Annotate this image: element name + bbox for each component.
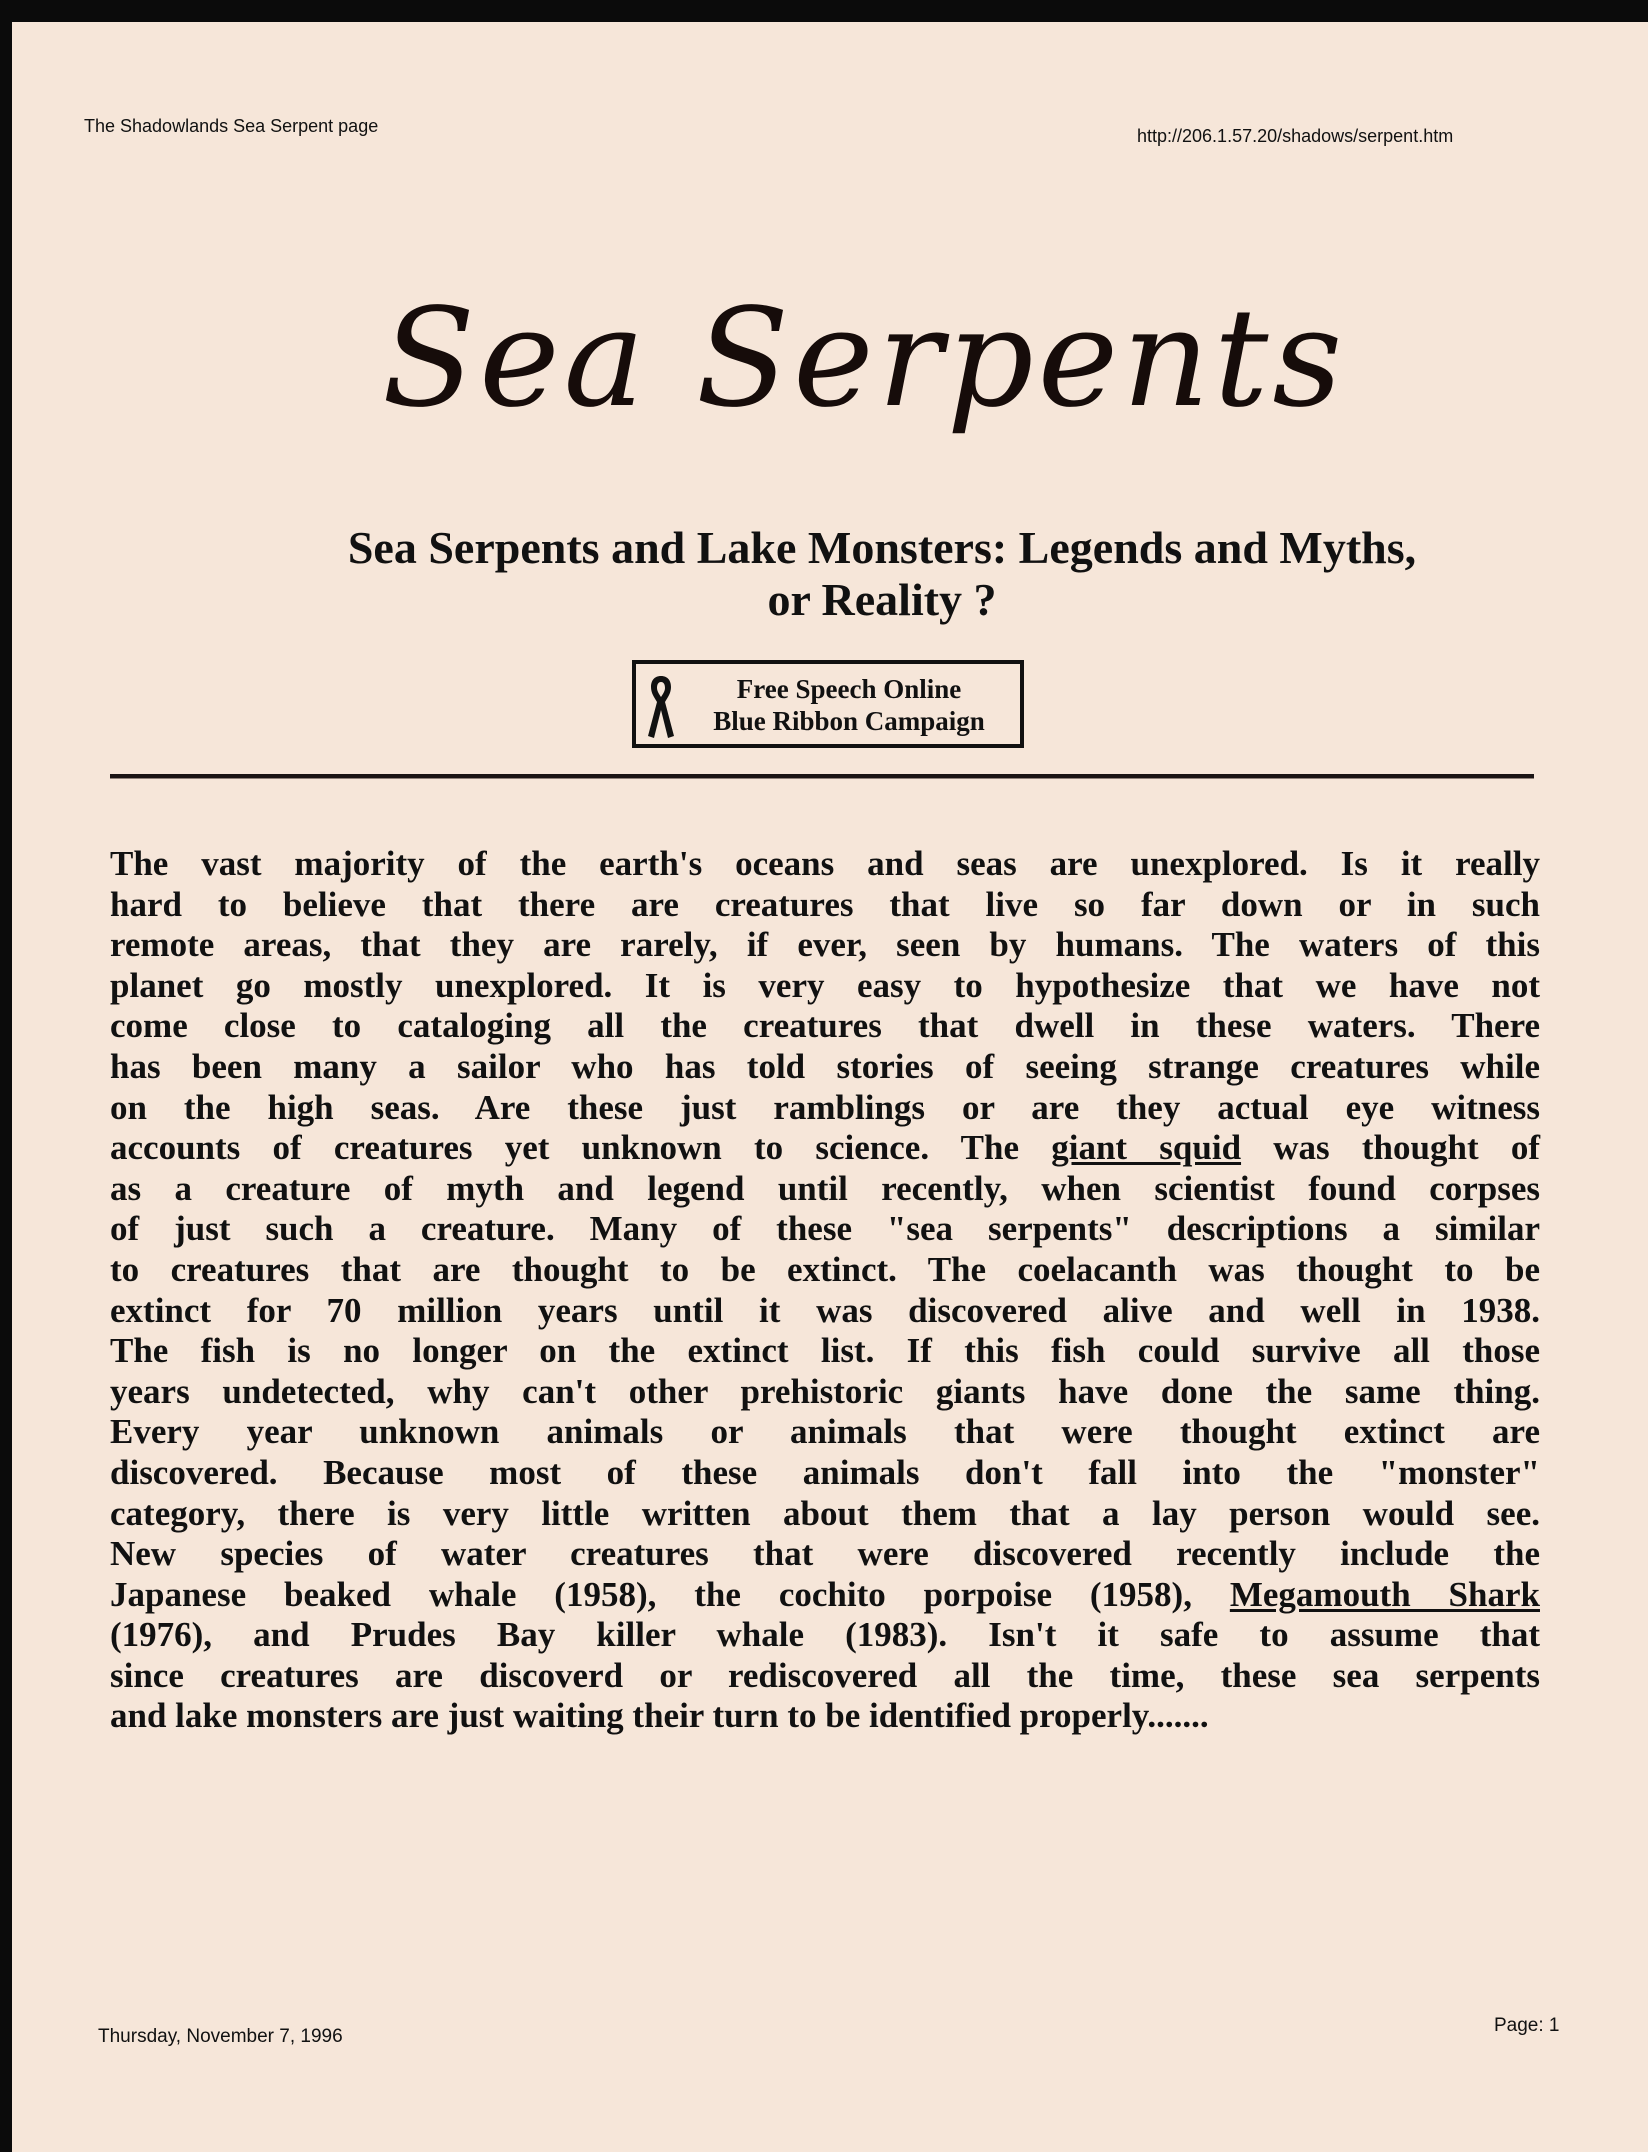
body-line: since creatures are discoverd or rediscovered all the time, these sea serpents — [110, 1655, 1540, 1695]
body-text-segment: was thought of — [1241, 1128, 1540, 1168]
body-line: (1976), and Prudes Bay killer whale (1983). Isn't it safe to assume that — [110, 1615, 1540, 1655]
horizontal-rule — [110, 774, 1534, 779]
body-text-segment: accounts of creatures yet unknown to science. The — [110, 1128, 1052, 1168]
body-line: on the high seas. Are these just ramblings or are they actual eye witness — [110, 1087, 1540, 1127]
blue-ribbon-badge[interactable] — [632, 660, 1024, 748]
body-line: of just such a creature. Many of these "sea serpents" descriptions a similar — [110, 1209, 1540, 1249]
print-date: Thursday, November 7, 1996 — [98, 2026, 343, 2047]
body-line: extinct for 70 million years until it was discovered alive and well in 1938. — [110, 1290, 1540, 1330]
body-line: remote areas, that they are rarely, if ever, seen by humans. The waters of this — [110, 925, 1540, 965]
body-line: The vast majority of the earth's oceans and seas are unexplored. Is it really — [110, 844, 1540, 883]
logo-text: Sea Serpents — [382, 280, 1347, 438]
giant-squid-link[interactable]: giant squid — [1051, 1128, 1242, 1168]
ribbon-icon — [644, 672, 678, 740]
body-line: planet go mostly unexplored. It is very easy to hypothesize that we have not — [110, 965, 1540, 1005]
badge-line-2: Blue Ribbon Campaign — [713, 706, 985, 736]
body-line: New species of water creatures that were discovered recently include the — [110, 1534, 1540, 1574]
body-line: come close to cataloging all the creatures that dwell in these waters. There — [110, 1006, 1540, 1046]
page-number: Page: 1 — [1494, 2015, 1560, 2036]
badge-line-1: Free Speech Online — [736, 674, 962, 704]
page-header-title: The Shadowlands Sea Serpent page — [84, 116, 379, 136]
printed-page — [12, 22, 1648, 2152]
article-title-line-2: or Reality ? — [767, 574, 997, 625]
body-line: category, there is very little written about them that a lay person would see. — [110, 1493, 1540, 1533]
body-line: to creatures that are thought to be extinct. The coelacanth was thought to be — [110, 1249, 1540, 1289]
body-line: as a creature of myth and legend until recently, when scientist found corpses — [110, 1168, 1540, 1208]
page-header-url: http://206.1.57.20/shadows/serpent.htm — [1137, 126, 1454, 146]
body-line: The fish is no longer on the extinct list. If this fish could survive all those — [110, 1331, 1540, 1371]
megamouth-shark-link[interactable]: Megamouth Shark — [1229, 1574, 1540, 1614]
body-line — [110, 1575, 1540, 1616]
body-line: and lake monsters are just waiting their turn to be identified properly....... — [110, 1696, 1209, 1736]
body-line: hard to believe that there are creatures that live so far down or in such — [110, 884, 1540, 924]
body-line — [110, 1128, 1540, 1169]
body-line: Every year unknown animals or animals that were thought extinct are — [110, 1412, 1540, 1452]
body-line: years undetected, why can't other prehistoric giants have done the same thing. — [110, 1371, 1540, 1411]
body-text-segment: Japanese beaked whale (1958), the cochito porpoise (1958), — [110, 1574, 1230, 1614]
article-body — [110, 844, 1540, 1737]
article-title-line-1: Sea Serpents and Lake Monsters: Legends and Myths, — [347, 522, 1417, 573]
body-line: discovered. Because most of these animals don't fall into the "monster" — [110, 1452, 1540, 1492]
sea-serpents-logo — [362, 260, 1442, 500]
article-title — [217, 522, 1547, 626]
body-line: has been many a sailor who has told stories of seeing strange creatures while — [110, 1046, 1540, 1086]
